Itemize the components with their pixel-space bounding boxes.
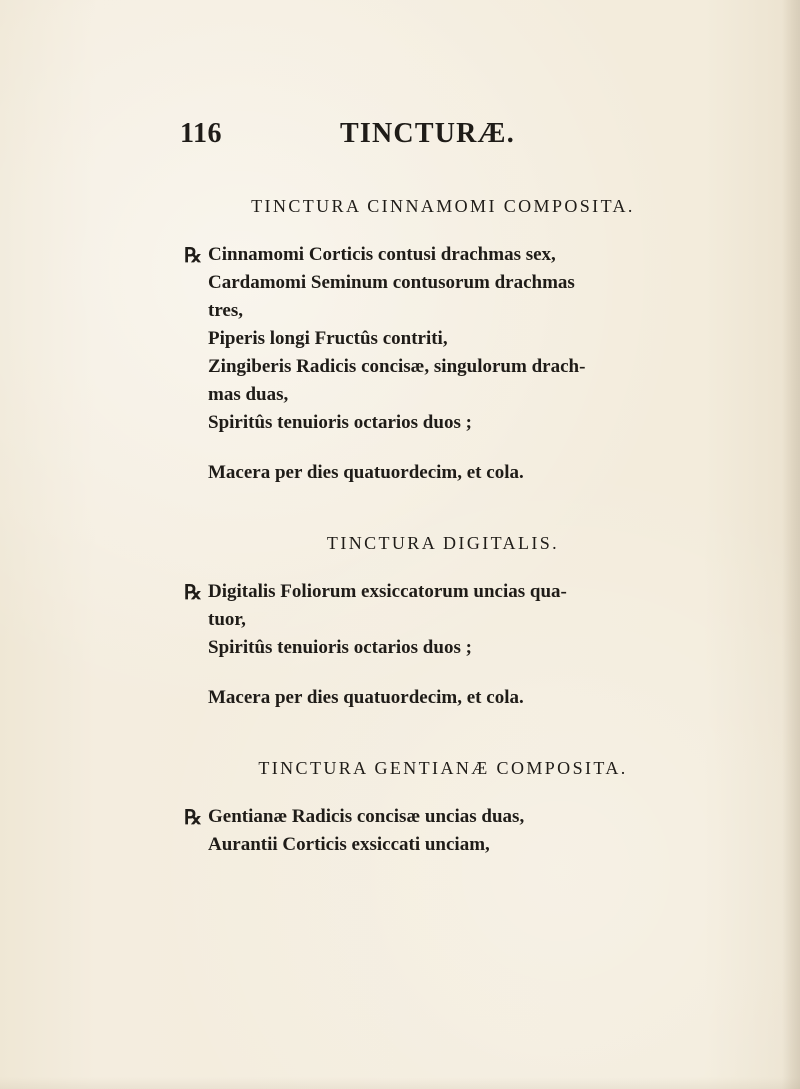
recipe-text: tuor, [208, 609, 246, 630]
recipe-text: Zingiberis Radicis concisæ, singulorum drach- [208, 356, 586, 377]
recipe-text: Piperis longi Fructûs contriti, [208, 328, 448, 349]
recipe-line [184, 803, 678, 831]
recipe-section-gentianae [184, 758, 678, 859]
recipe-section-digitalis [184, 533, 678, 712]
recipe-block [184, 803, 678, 859]
recipe-line [184, 578, 678, 606]
recipe-block [184, 241, 678, 487]
page-content [184, 196, 678, 859]
rx-symbol-icon: ℞ [184, 805, 202, 829]
recipe-text: mas duas, [208, 384, 289, 405]
recipe-text: Spiritûs tenuioris octarios duos ; [208, 412, 472, 433]
section-heading: TINCTURA GENTIANÆ COMPOSITA. [258, 758, 628, 778]
recipe-text: Cinnamomi Corticis contusi drachmas sex, [208, 244, 556, 265]
page-number: 116 [180, 118, 222, 149]
page-right-edge-shadow [782, 0, 800, 1089]
recipe-text: Spiritûs tenuioris octarios duos ; [208, 637, 472, 658]
recipe-text: Gentianæ Radicis concisæ uncias duas, [208, 806, 525, 827]
method-instruction: Macera per dies quatuordecim, et cola. [208, 687, 524, 708]
recipe-section-cinnamomi [184, 196, 678, 487]
recipe-block [184, 578, 678, 712]
page-bottom-edge-shadow [0, 1077, 800, 1089]
rx-symbol-icon: ℞ [184, 580, 202, 604]
recipe-text: Aurantii Corticis exsiccati unciam, [208, 834, 490, 855]
recipe-text: Cardamomi Seminum contusorum drachmas [208, 272, 575, 293]
method-instruction: Macera per dies quatuordecim, et cola. [208, 462, 524, 483]
recipe-text: tres, [208, 300, 243, 321]
rx-symbol-icon: ℞ [184, 243, 202, 267]
running-title: TINCTURÆ. [340, 118, 515, 149]
recipe-line [184, 241, 678, 269]
page-header [180, 118, 680, 158]
section-heading: TINCTURA CINNAMOMI COMPOSITA. [251, 196, 635, 216]
recipe-text: Digitalis Foliorum exsiccatorum uncias qua- [208, 581, 567, 602]
section-heading: TINCTURA DIGITALIS. [326, 533, 560, 553]
